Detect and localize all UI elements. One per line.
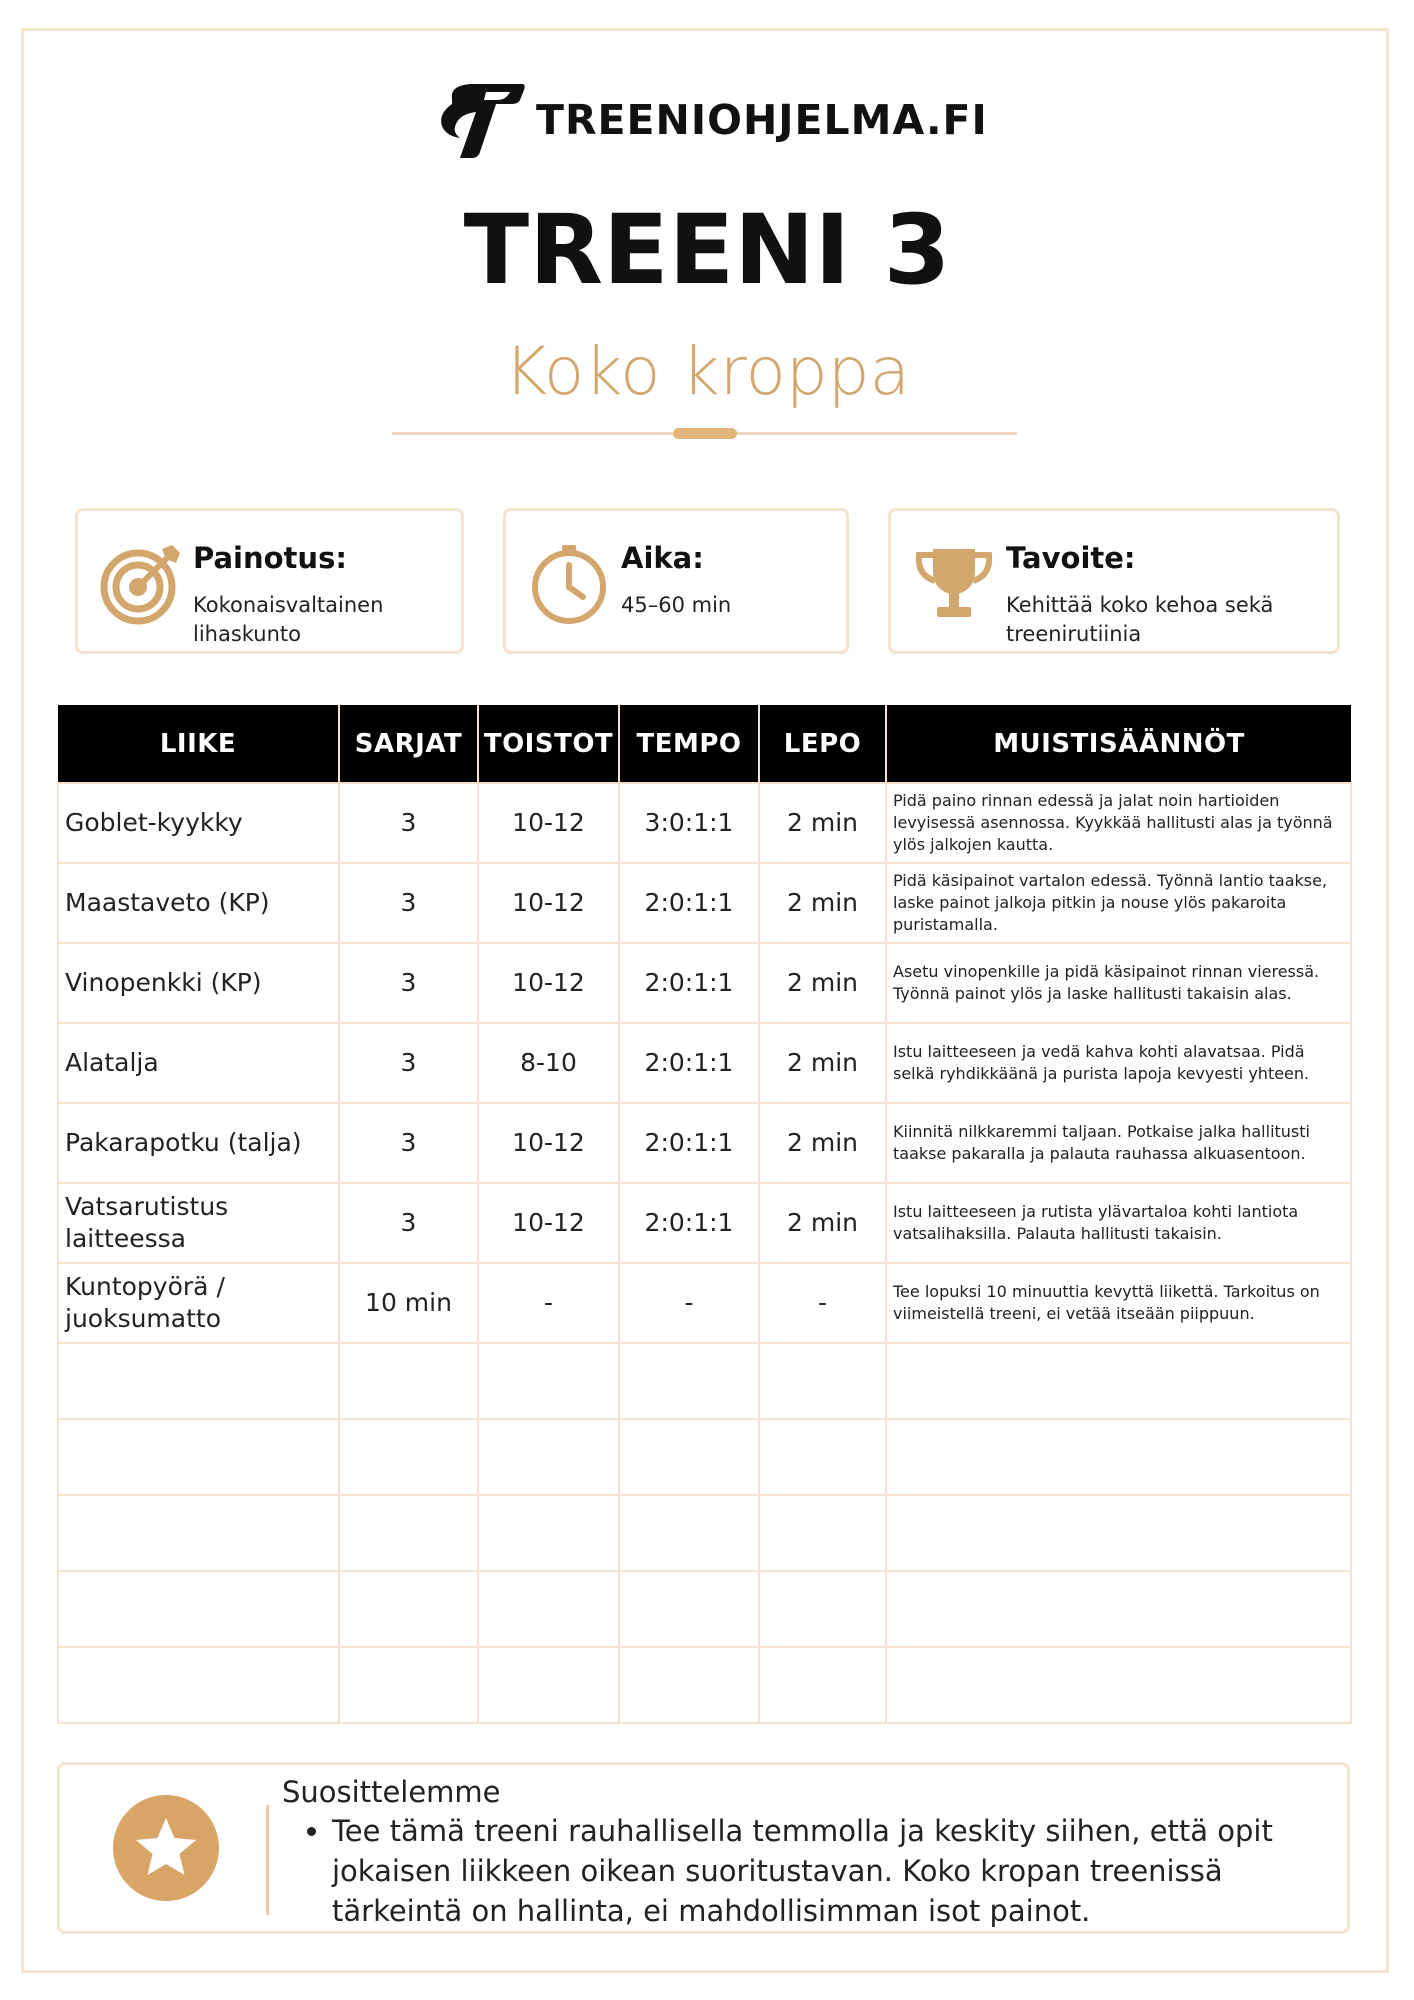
brand-logo (430, 78, 1000, 162)
star-icon (110, 1792, 222, 1904)
info-value: 45–60 min (621, 593, 732, 617)
exercise-note: Pidä paino rinnan edessä ja jalat noin hartioiden levyisessä asennossa. Kyykkää hallitusti alas ja työnnä ylös jalkojen kautta. (886, 783, 1351, 863)
exercise-tempo: 3:0:1:1 (619, 783, 759, 863)
title-underline-accent (673, 428, 737, 439)
info-card-painotus (75, 508, 464, 654)
exercise-tempo: 2:0:1:1 (619, 1183, 759, 1263)
empty-table-row (58, 1419, 1351, 1495)
column-header-liike: LIIKE (58, 705, 339, 783)
exercise-name: Goblet-kyykky (58, 783, 339, 863)
exercise-sets: 3 (339, 1103, 478, 1183)
info-label: Aika: (621, 541, 704, 575)
exercise-tempo: 2:0:1:1 (619, 863, 759, 943)
table-row (58, 1023, 1351, 1103)
exercise-note: Istu laitteeseen ja vedä kahva kohti alavatsaa. Pidä selkä ryhdikkäänä ja purista lapoja kevyesti yhteen. (886, 1023, 1351, 1103)
exercise-sets: 3 (339, 1023, 478, 1103)
empty-table-row (58, 1647, 1351, 1723)
table-header-row (58, 705, 1351, 783)
exercise-name: Vinopenkki (KP) (58, 943, 339, 1023)
exercise-rest: - (759, 1263, 886, 1343)
page-subtitle: Koko kroppa (503, 333, 911, 410)
page-title: TREENI 3 (463, 194, 951, 306)
exercise-rest: 2 min (759, 1183, 886, 1263)
exercise-name: Alatalja (58, 1023, 339, 1103)
exercise-rest: 2 min (759, 783, 886, 863)
exercise-sets: 10 min (339, 1263, 478, 1343)
brand-name: TREENIOHJELMA.FI (536, 96, 988, 144)
exercise-reps: 8-10 (478, 1023, 619, 1103)
exercise-note: Kiinnitä nilkkaremmi taljaan. Potkaise jalka hallitusti taakse pakaralla ja palauta rauhassa alkuasentoon. (886, 1103, 1351, 1183)
clock-icon (528, 543, 610, 625)
exercise-tempo: 2:0:1:1 (619, 1023, 759, 1103)
table-row (58, 783, 1351, 863)
column-header-lepo: LEPO (759, 705, 886, 783)
empty-table-row (58, 1495, 1351, 1571)
info-value: Kokonaisvaltainen lihaskunto (193, 593, 384, 646)
info-label: Tavoite: (1006, 541, 1136, 575)
exercise-rest: 2 min (759, 863, 886, 943)
table-row (58, 1183, 1351, 1263)
table-row (58, 943, 1351, 1023)
table-row (58, 863, 1351, 943)
exercise-name: Vatsarutistus laitteessa (58, 1183, 339, 1263)
exercise-name: Kuntopyörä / juoksumatto (58, 1263, 339, 1343)
exercise-note: Asetu vinopenkille ja pidä käsipainot rinnan vieressä. Työnnä painot ylös ja laske hallitusti takaisin alas. (886, 943, 1351, 1023)
exercise-rest: 2 min (759, 1023, 886, 1103)
exercise-sets: 3 (339, 943, 478, 1023)
info-value: Kehittää koko kehoa sekä treenirutiinia (1006, 593, 1274, 646)
exercise-name: Maastaveto (KP) (58, 863, 339, 943)
exercise-note: Tee lopuksi 10 minuuttia kevyttä liikettä. Tarkoitus on viimeistellä treeni, ei vetää itseään piippuun. (886, 1263, 1351, 1343)
exercise-tempo: 2:0:1:1 (619, 1103, 759, 1183)
recommendation-list (282, 1811, 1332, 1931)
recommendation-box (57, 1762, 1350, 1934)
exercise-rest: 2 min (759, 1103, 886, 1183)
exercise-rest: 2 min (759, 943, 886, 1023)
exercise-reps: - (478, 1263, 619, 1343)
column-header-toistot: TOISTOT (478, 705, 619, 783)
recommendation-item: • Tee tämä treeni rauhallisella temmolla ja keskity siihen, että opit jokaisen liikkeen oikean suoritustavan. Koko kropan treenissä tärkeintä on hallinta, ei mahdollisimman isot painot. (332, 1811, 1332, 1931)
table-row (58, 1103, 1351, 1183)
exercise-reps: 10-12 (478, 1103, 619, 1183)
empty-table-row (58, 1343, 1351, 1419)
workout-table (57, 705, 1352, 1724)
exercise-sets: 3 (339, 863, 478, 943)
column-header-sarjat: SARJAT (339, 705, 478, 783)
exercise-sets: 3 (339, 1183, 478, 1263)
info-card-aika (503, 508, 849, 654)
exercise-reps: 10-12 (478, 1183, 619, 1263)
exercise-reps: 10-12 (478, 943, 619, 1023)
empty-table-row (58, 1571, 1351, 1647)
exercise-sets: 3 (339, 783, 478, 863)
exercise-tempo: - (619, 1263, 759, 1343)
info-label: Painotus: (193, 541, 347, 575)
recommendation-divider (266, 1805, 269, 1915)
exercise-tempo: 2:0:1:1 (619, 943, 759, 1023)
table-row (58, 1263, 1351, 1343)
column-header-tempo: TEMPO (619, 705, 759, 783)
logo-mark-icon (430, 78, 528, 162)
exercise-note: Pidä käsipainot vartalon edessä. Työnnä lantio taakse, laske painot jalkoja pitkin ja nouse ylös pakaroita puristamalla. (886, 863, 1351, 943)
info-card-tavoite (888, 508, 1340, 654)
exercise-name: Pakarapotku (talja) (58, 1103, 339, 1183)
recommendation-title: Suosittelemme (282, 1775, 501, 1809)
exercise-reps: 10-12 (478, 783, 619, 863)
target-icon (100, 543, 182, 625)
exercise-note: Istu laitteeseen ja rutista ylävartaloa kohti lantiota vatsalihaksilla. Palauta hallitusti takaisin. (886, 1183, 1351, 1263)
trophy-icon (913, 543, 995, 625)
column-header-muistisaannot: MUISTISÄÄNNÖT (886, 705, 1351, 783)
exercise-reps: 10-12 (478, 863, 619, 943)
